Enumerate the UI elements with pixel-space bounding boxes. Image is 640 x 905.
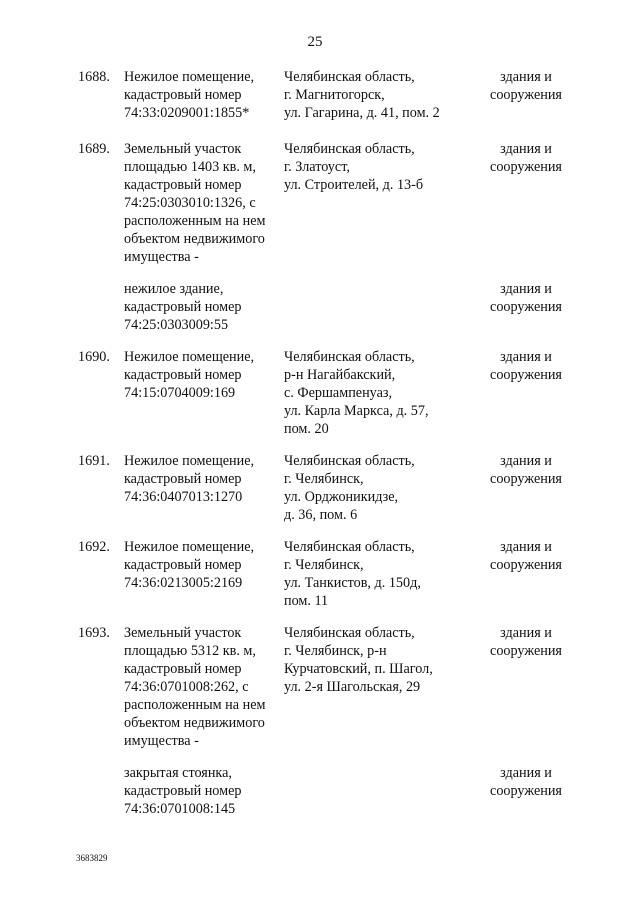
entry-description: Нежилое помещение, кадастровый номер 74:36:0407013:1270: [124, 453, 255, 505]
entry-address: Челябинская область, г. Челябинск, ул. Орджоникидзе, д. 36, пом. 6: [284, 453, 415, 523]
entry-1691: [0, 452, 640, 524]
entry-description: Нежилое помещение, кадастровый номер 74:33:0209001:1855*: [124, 69, 255, 121]
entry-category: здания и сооружения: [490, 539, 562, 573]
entry-address: Челябинская область, р-н Нагайбакский, с. Фершампенуаз, ул. Карла Маркса, д. 57, пом. 20: [284, 349, 429, 437]
entry-description: Земельный участок площадью 1403 кв. м, кадастровый номер 74:25:0303010:1326, с расположенным на нем объектом недвижимого имущества -: [124, 141, 266, 265]
entry-category: здания и сооружения: [490, 765, 562, 799]
entry-address: Челябинская область, г. Магнитогорск, ул. Гагарина, д. 41, пом. 2: [284, 69, 440, 121]
entry-description: Нежилое помещение, кадастровый номер 74:15:0704009:169: [124, 349, 255, 401]
entry-address: Челябинская область, г. Златоуст, ул. Строителей, д. 13-б: [284, 141, 424, 193]
entry-1690: [0, 348, 640, 438]
entry-1692: [0, 538, 640, 610]
entry-1693-object: [0, 764, 640, 818]
entry-category: здания и сооружения: [490, 453, 562, 487]
entry-1688: [0, 68, 640, 122]
entry-category: здания и сооружения: [490, 625, 562, 659]
entry-category: здания и сооружения: [490, 141, 562, 175]
entry-category: здания и сооружения: [490, 281, 562, 315]
entry-1693: [0, 624, 640, 750]
entry-number: 1689.: [78, 141, 110, 157]
entry-description: нежилое здание, кадастровый номер 74:25:0303009:55: [124, 281, 242, 333]
entry-number: 1688.: [78, 69, 110, 85]
entry-address: Челябинская область, г. Челябинск, р-н Курчатовский, п. Шагол, ул. 2-я Шагольская, 29: [284, 625, 433, 695]
entry-description: закрытая стоянка, кадастровый номер 74:36:0701008:145: [124, 765, 242, 817]
entry-number: 1691.: [78, 453, 110, 469]
entry-description: Земельный участок площадью 5312 кв. м, кадастровый номер 74:36:0701008:262, с расположенным на нем объектом недвижимого имущества -: [124, 625, 266, 749]
entry-category: здания и сооружения: [490, 69, 562, 103]
entry-category: здания и сооружения: [490, 349, 562, 383]
entry-number: 1690.: [78, 349, 110, 365]
entry-1689: [0, 140, 640, 266]
document-code: 3683829: [76, 853, 108, 863]
page-number: 25: [307, 34, 323, 50]
entry-number: 1692.: [78, 539, 110, 555]
entry-description: Нежилое помещение, кадастровый номер 74:36:0213005:2169: [124, 539, 255, 591]
entry-address: Челябинская область, г. Челябинск, ул. Танкистов, д. 150д, пом. 11: [284, 539, 421, 609]
entry-number: 1693.: [78, 625, 110, 641]
entry-1689-object: [0, 280, 640, 334]
